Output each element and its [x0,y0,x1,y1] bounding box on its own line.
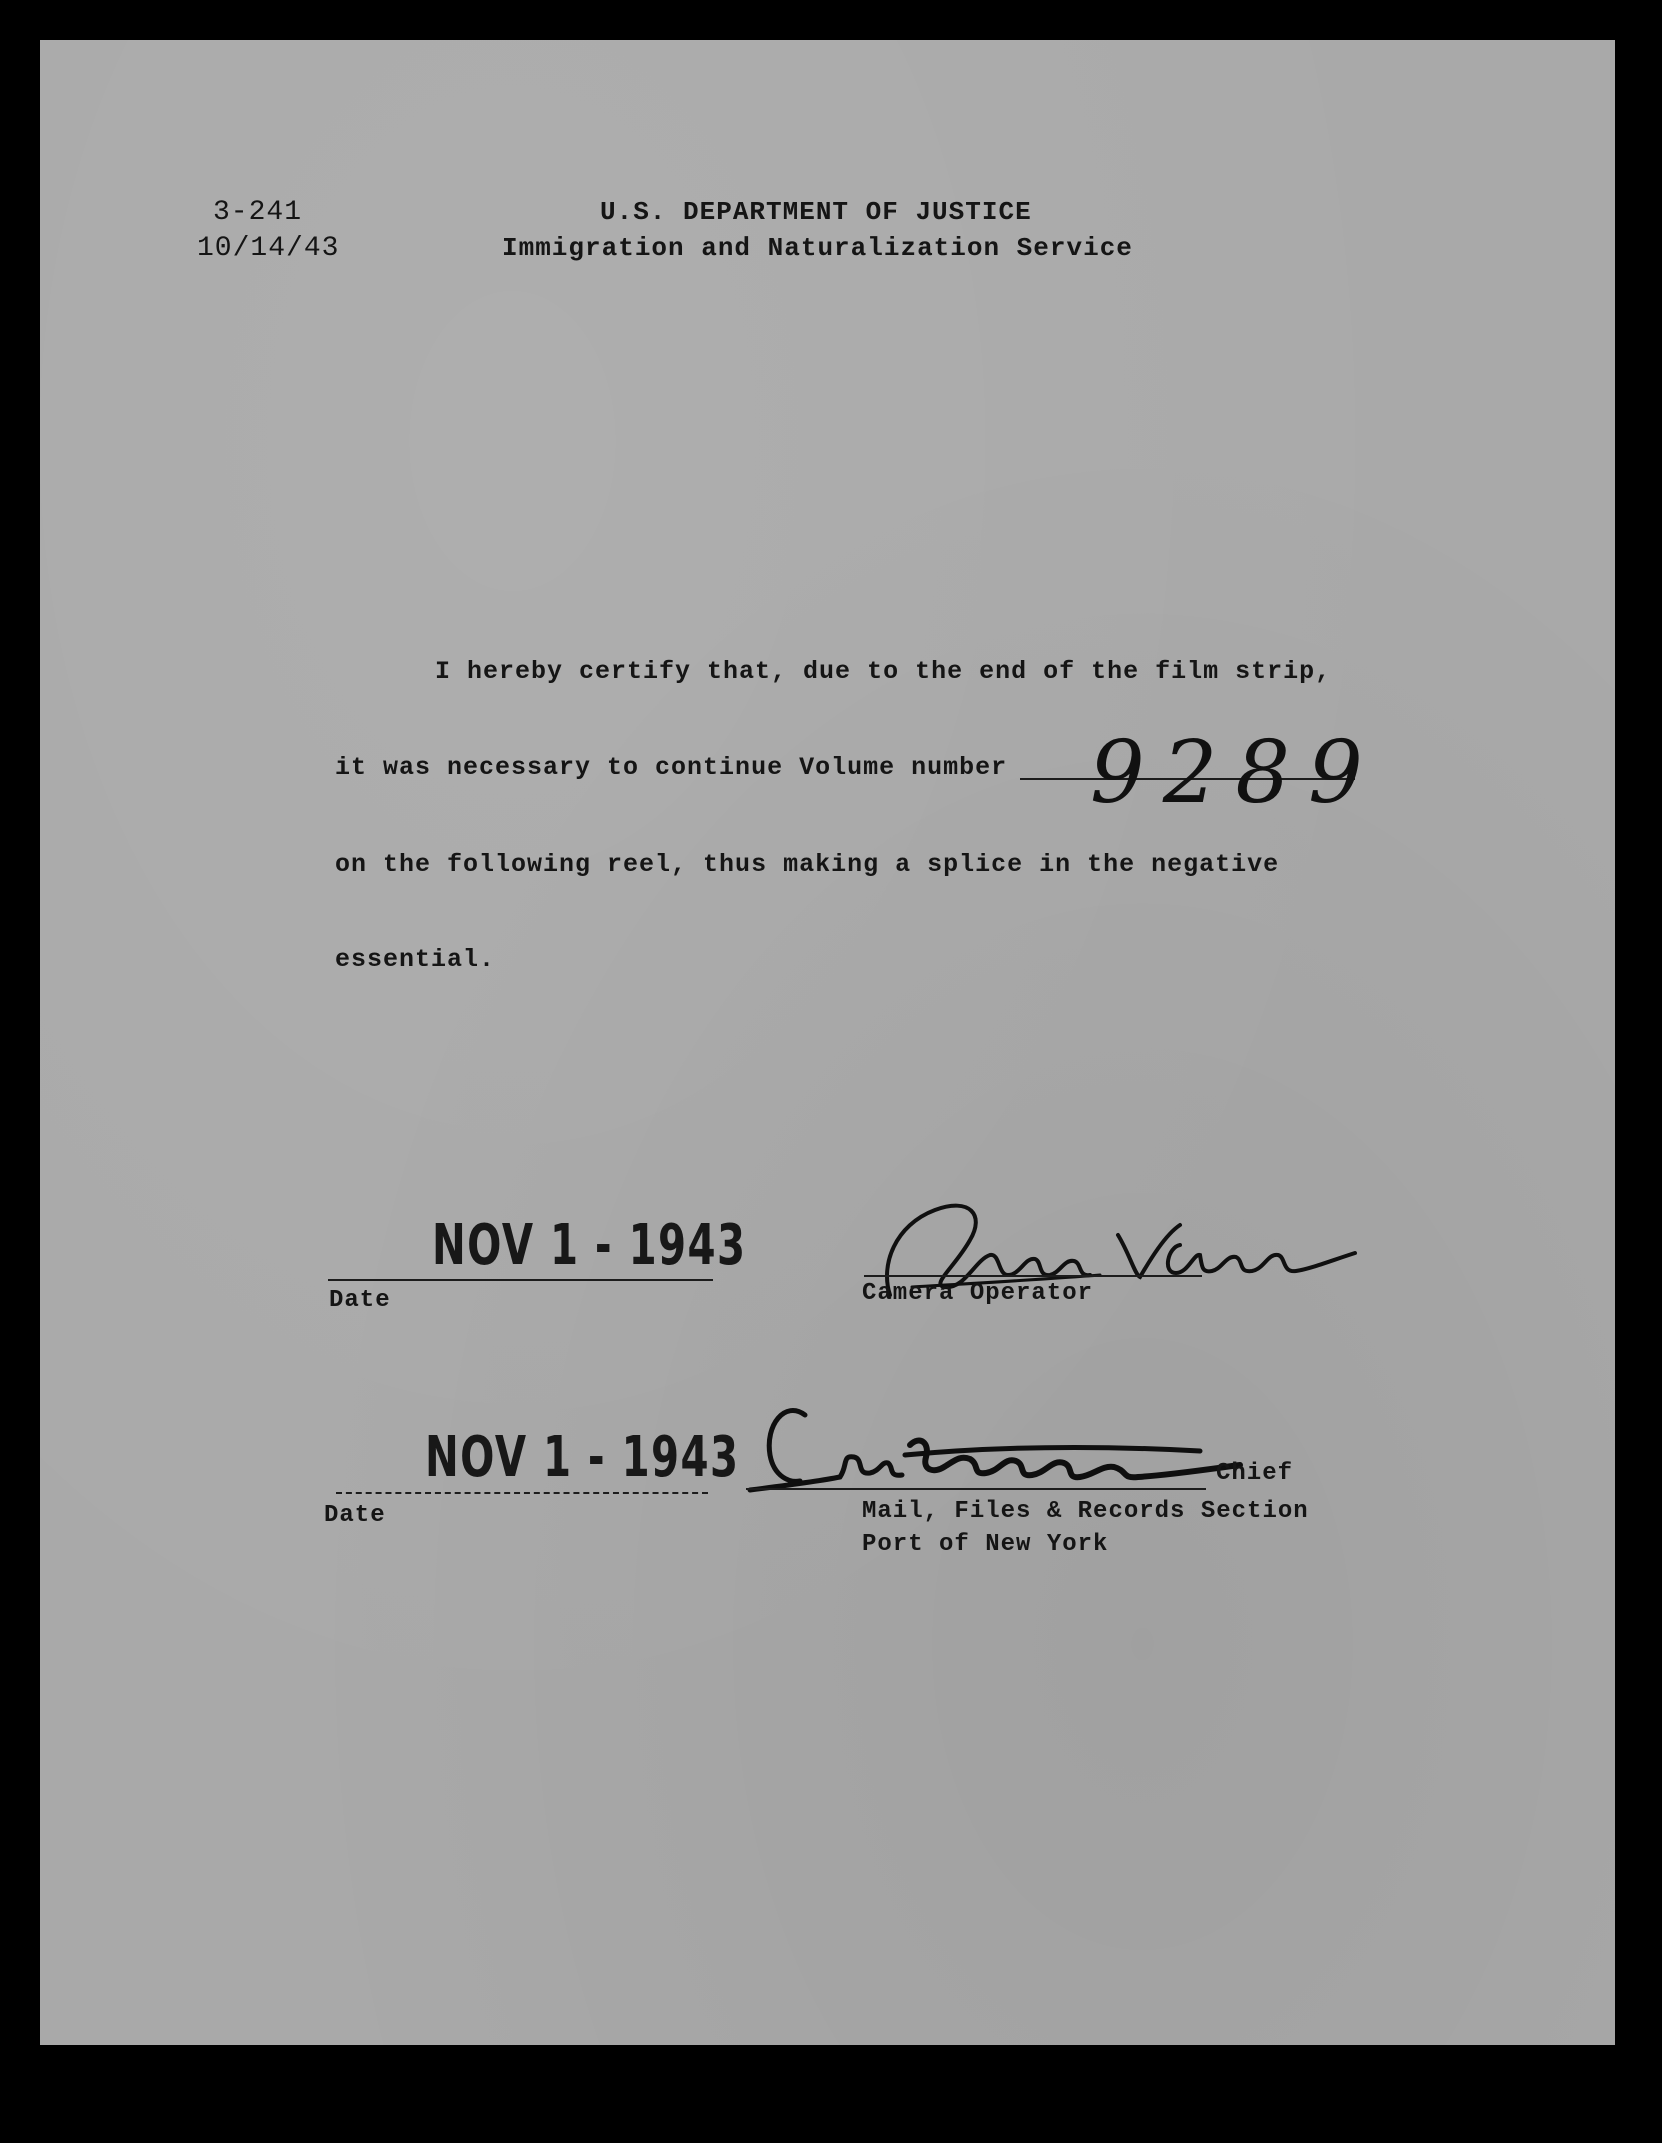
agency-title: U.S. DEPARTMENT OF JUSTICE [600,197,1032,227]
date-line-chief [336,1492,708,1494]
form-number: 3-241 [213,197,303,228]
service-title: Immigration and Naturalization Service [502,233,1133,263]
certificate-line-1: I hereby certify that, due to the end of the film strip, [435,657,1332,686]
chief-title: Chief [1216,1460,1294,1487]
date-line-operator [328,1279,713,1281]
signature-line-operator [864,1275,1202,1277]
port-title: Port of New York [862,1531,1109,1558]
volume-number: 9289 [1090,723,1381,823]
document-sheet [40,40,1615,2045]
date-stamp-chief: NOV 1 - 1943 [425,1425,740,1490]
camera-operator-label: Camera Operator [862,1280,1094,1307]
chief-signature [730,1385,1250,1505]
date-label-operator: Date [329,1287,391,1314]
certificate-line-2: it was necessary to continue Volume number [335,753,1008,782]
date-label-chief: Date [324,1502,386,1529]
date-stamp-operator: NOV 1 - 1943 [432,1213,747,1278]
form-date: 10/14/43 [197,233,340,264]
certificate-line-4: essential. [335,945,496,974]
signature-line-chief [746,1488,1206,1490]
certificate-line-3: on the following reel, thus making a splice in the negative [335,850,1280,879]
section-title: Mail, Files & Records Section [862,1498,1309,1525]
